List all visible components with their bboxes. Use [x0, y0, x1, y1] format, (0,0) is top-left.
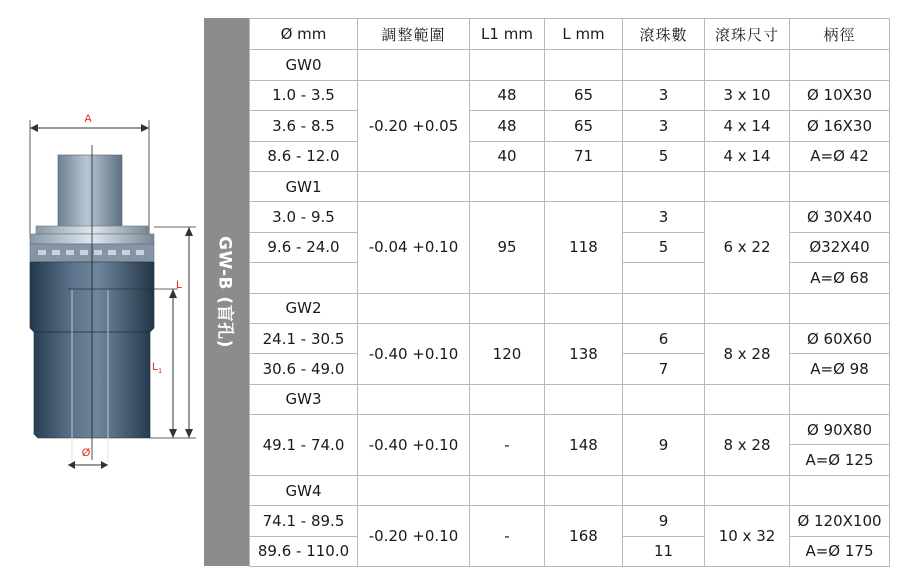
- cell-diameter: 30.6 - 49.0: [250, 354, 358, 384]
- col-header-adjust: 調整範圍: [358, 19, 470, 50]
- cell-l: 138: [545, 323, 623, 384]
- table-row: [250, 323, 890, 353]
- cell-balls: [623, 263, 705, 293]
- cell-l1: 48: [470, 111, 545, 141]
- cell-shank: Ø 30X40: [790, 202, 890, 232]
- dimension-a-label: A: [84, 113, 92, 125]
- group-row: [250, 171, 890, 201]
- cell-balls: 9: [623, 415, 705, 476]
- cell-l: 118: [545, 202, 623, 293]
- tool-shank: [58, 155, 122, 227]
- cell-balls: 11: [623, 536, 705, 566]
- dimension-l-label: L: [175, 279, 183, 291]
- dimension-bore-label: Ø: [81, 447, 91, 459]
- dimension-l1-label: L: [151, 361, 159, 373]
- cell-l1: -: [470, 506, 545, 567]
- dimension-l1-subscript: 1: [158, 368, 163, 375]
- cell-shank: A=Ø 98: [790, 354, 890, 384]
- group-row: [250, 50, 890, 80]
- cell-balls: 5: [623, 232, 705, 262]
- cell-l1: 120: [470, 323, 545, 384]
- cell-ball-size: 6 x 22: [705, 202, 790, 293]
- cell-shank: Ø32X40: [790, 232, 890, 262]
- cell-shank: A=Ø 68: [790, 263, 890, 293]
- cell-l1: 95: [470, 202, 545, 293]
- cell-balls: 3: [623, 111, 705, 141]
- col-header-l1: L1 mm: [470, 19, 545, 50]
- header-row: [250, 19, 890, 50]
- spec-table: [249, 18, 890, 567]
- col-header-diameter: Ø mm: [250, 19, 358, 50]
- cell-shank: A=Ø 175: [790, 536, 890, 566]
- cell-adjust: -0.20 +0.10: [358, 506, 470, 567]
- cell-diameter: 3.0 - 9.5: [250, 202, 358, 232]
- cell-shank: Ø 90X80: [790, 415, 890, 445]
- cell-balls: 3: [623, 80, 705, 110]
- cell-balls: 9: [623, 506, 705, 536]
- table-row: [250, 202, 890, 232]
- cell-diameter: 89.6 - 110.0: [250, 536, 358, 566]
- cell-diameter: 24.1 - 30.5: [250, 323, 358, 353]
- cell-adjust: -0.20 +0.05: [358, 80, 470, 171]
- group-name: GW1: [250, 171, 358, 201]
- group-name: GW2: [250, 293, 358, 323]
- table-row: [250, 506, 890, 536]
- cell-l: 65: [545, 80, 623, 110]
- group-name: GW0: [250, 50, 358, 80]
- cell-l1: 40: [470, 141, 545, 171]
- group-row: [250, 475, 890, 505]
- cell-diameter: 1.0 - 3.5: [250, 80, 358, 110]
- group-row: [250, 293, 890, 323]
- cell-adjust: -0.04 +0.10: [358, 202, 470, 293]
- cell-shank: Ø 16X30: [790, 111, 890, 141]
- cell-l: 65: [545, 111, 623, 141]
- cell-balls: 5: [623, 141, 705, 171]
- group-name: GW3: [250, 384, 358, 414]
- cell-l1: 48: [470, 80, 545, 110]
- cell-diameter: 9.6 - 24.0: [250, 232, 358, 262]
- cell-diameter: 49.1 - 74.0: [250, 415, 358, 476]
- cell-shank: A=Ø 125: [790, 445, 890, 475]
- cell-diameter: 74.1 - 89.5: [250, 506, 358, 536]
- cell-adjust: -0.40 +0.10: [358, 415, 470, 476]
- table-row: [250, 141, 890, 171]
- group-row: [250, 384, 890, 414]
- cell-ball-size: 4 x 14: [705, 111, 790, 141]
- table-row: [250, 415, 890, 445]
- cell-diameter: 8.6 - 12.0: [250, 141, 358, 171]
- cell-shank: Ø 60X60: [790, 323, 890, 353]
- cell-shank: A=Ø 42: [790, 141, 890, 171]
- svg-text:L1: [152, 361, 162, 375]
- cell-ball-size: 4 x 14: [705, 141, 790, 171]
- cell-ball-size: 8 x 28: [705, 415, 790, 476]
- cell-balls: 7: [623, 354, 705, 384]
- cell-l: 168: [545, 506, 623, 567]
- table-row: [250, 111, 890, 141]
- cell-balls: 6: [623, 323, 705, 353]
- cell-adjust: -0.40 +0.10: [358, 323, 470, 384]
- col-header-l: L mm: [545, 19, 623, 50]
- group-name: GW4: [250, 475, 358, 505]
- cell-ball-size: 3 x 10: [705, 80, 790, 110]
- tool-drawing: [18, 100, 208, 480]
- series-band: [204, 18, 249, 566]
- col-header-ball-size: 滾珠尺寸: [705, 19, 790, 50]
- col-header-shank: 柄徑: [790, 19, 890, 50]
- cell-l: 148: [545, 415, 623, 476]
- cell-diameter: 3.6 - 8.5: [250, 111, 358, 141]
- cell-l1: -: [470, 415, 545, 476]
- cell-shank: Ø 10X30: [790, 80, 890, 110]
- series-label: GW-B (盲孔): [214, 236, 234, 348]
- cell-l: 71: [545, 141, 623, 171]
- dimension-bore: [68, 447, 108, 469]
- table-row: [250, 80, 890, 110]
- cell-ball-size: 8 x 28: [705, 323, 790, 384]
- cell-balls: 3: [623, 202, 705, 232]
- cell-ball-size: 10 x 32: [705, 506, 790, 567]
- cell-diameter: [250, 263, 358, 293]
- cell-shank: Ø 120X100: [790, 506, 890, 536]
- col-header-balls: 滾珠數: [623, 19, 705, 50]
